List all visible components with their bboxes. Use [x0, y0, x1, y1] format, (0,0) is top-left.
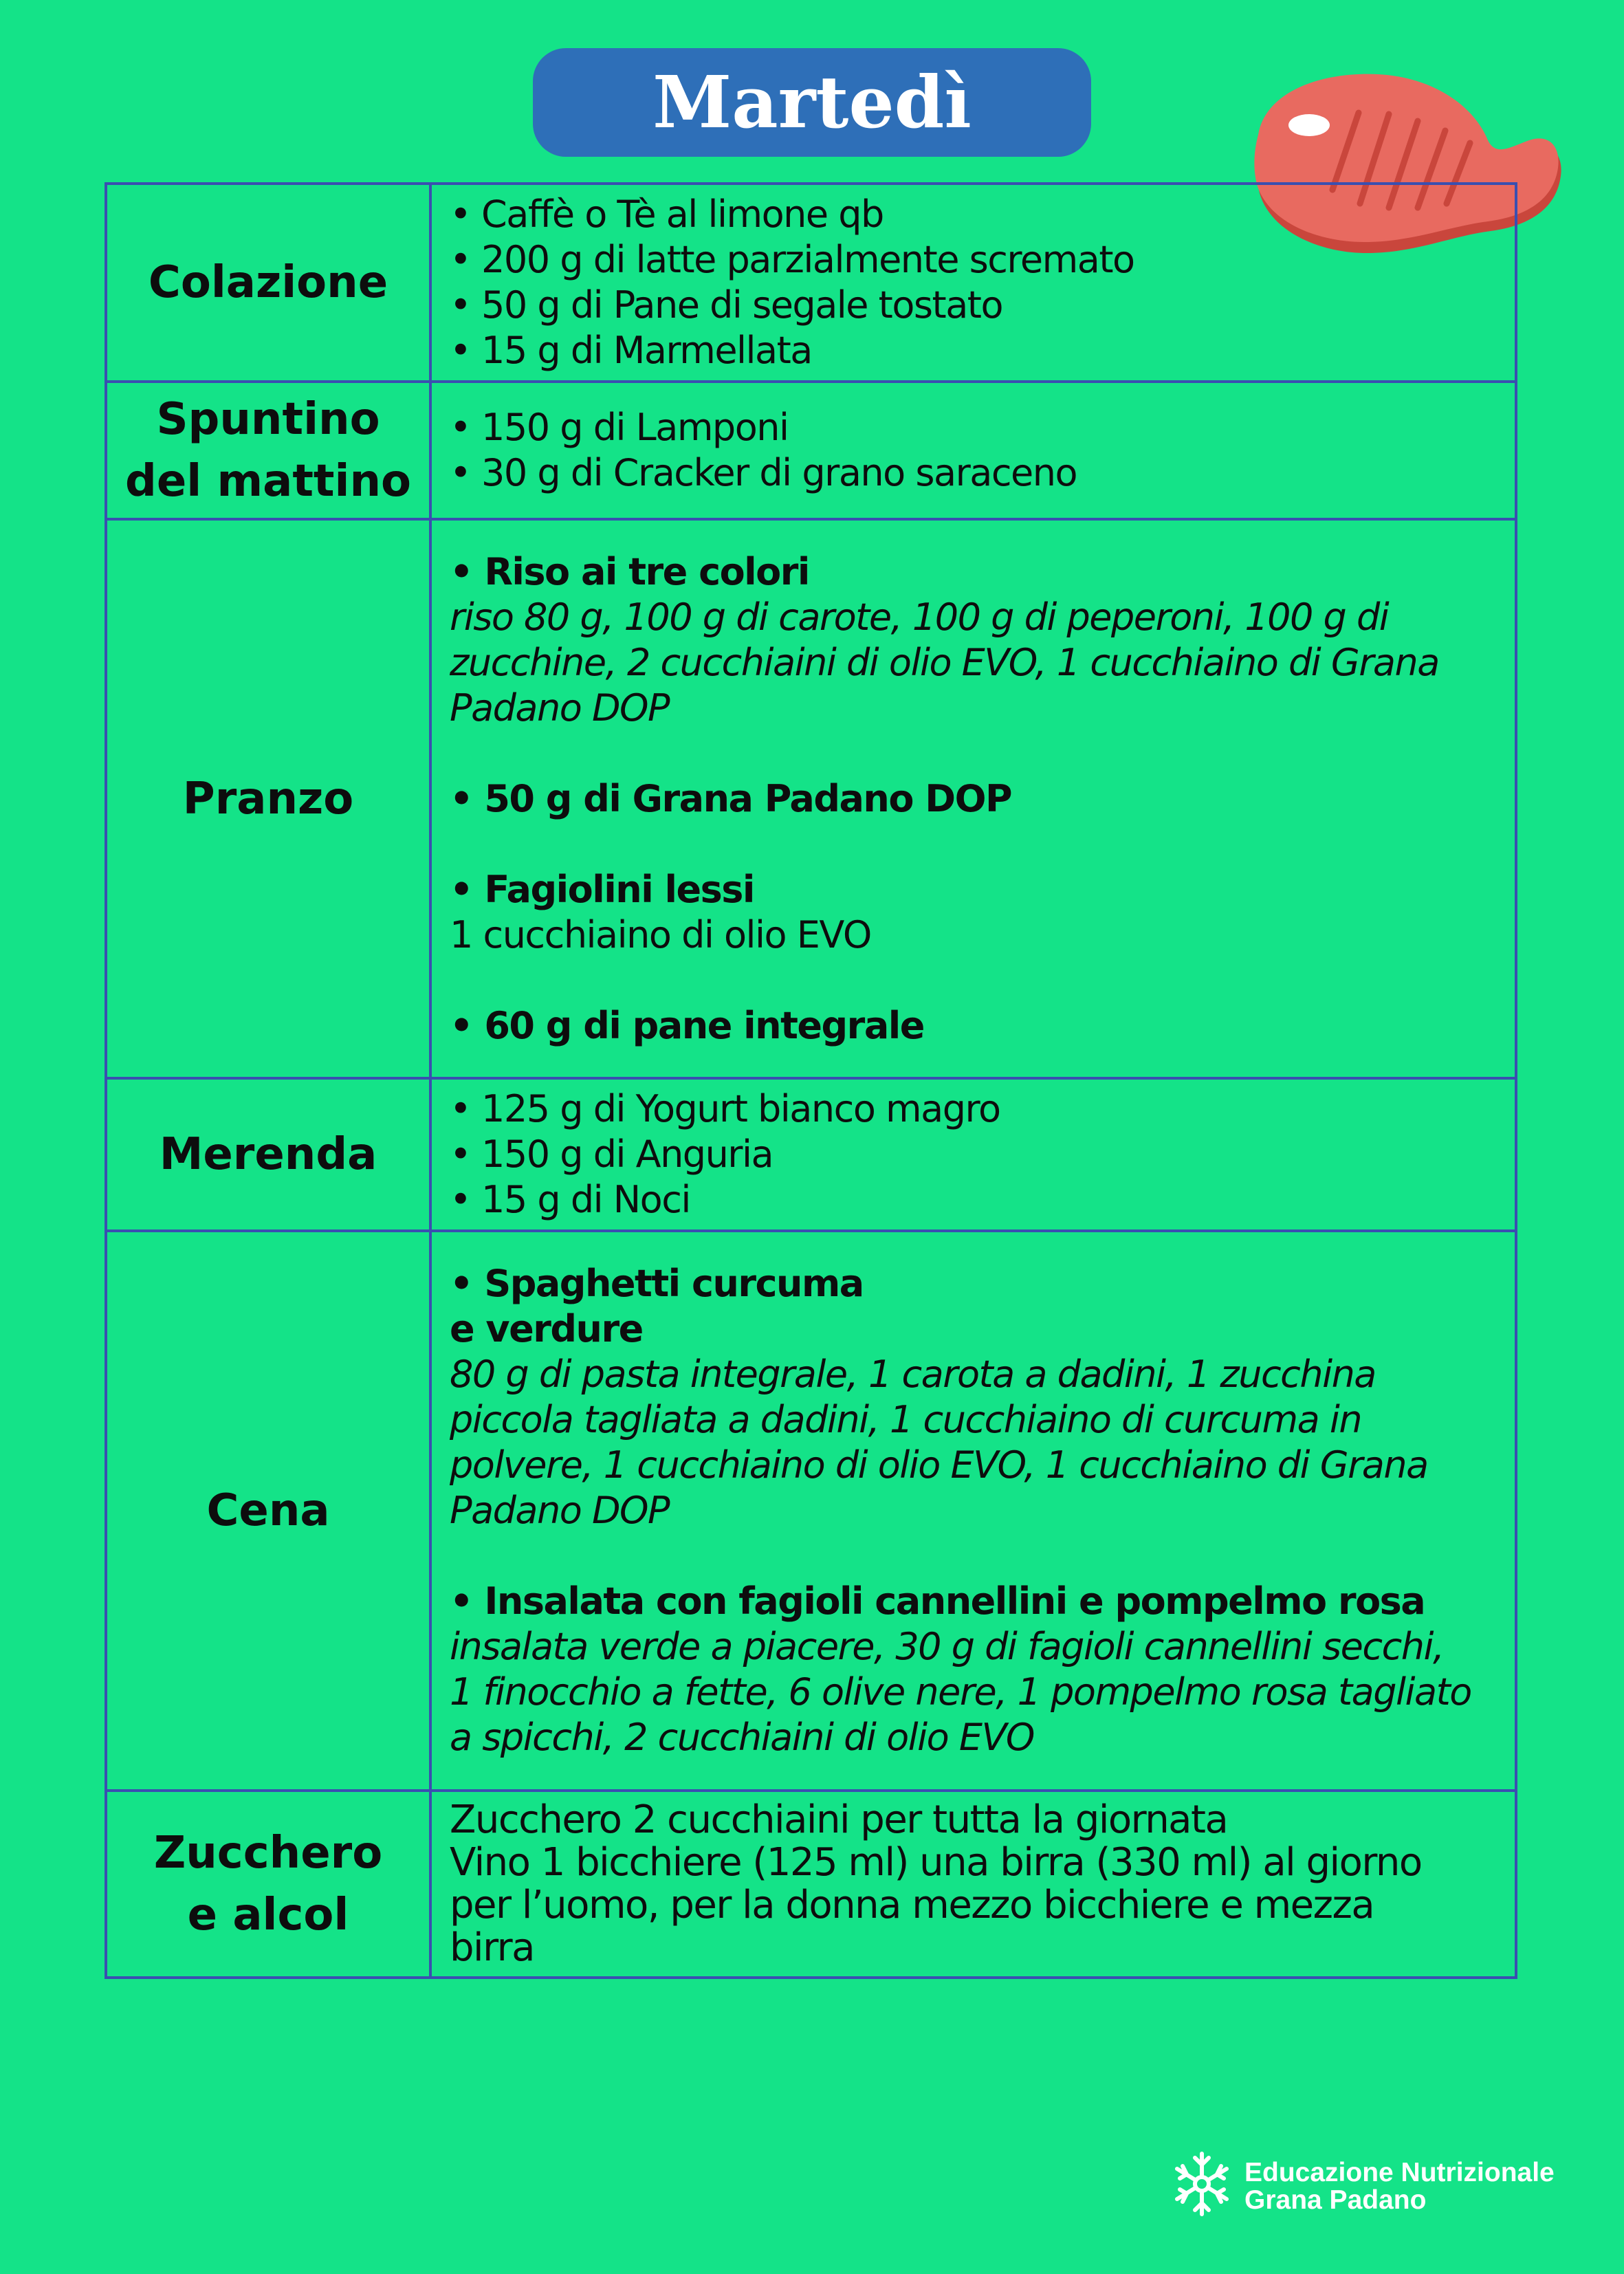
meal-items-merenda [430, 1078, 1516, 1231]
list-item: • 15 g di Marmellata [450, 329, 812, 372]
list-item: • 150 g di Anguria [450, 1133, 773, 1176]
note-line: Zucchero 2 cucchiaini per tutta la giornata [450, 1797, 1228, 1842]
list-item: • 15 g di Noci [450, 1178, 690, 1221]
meal-name-line: Pranzo [182, 773, 354, 824]
dish-description: 80 g di pasta integrale, 1 carota a dadini, 1 zucchina [450, 1353, 1376, 1396]
meal-name-line: Merenda [159, 1129, 377, 1180]
dish-description: zucchine, 2 cucchiaini di olio EVO, 1 cucchiaino di Grana [450, 640, 1439, 684]
meal-items-pranzo [430, 519, 1516, 1078]
brand-logo [1173, 2148, 1585, 2224]
meal-name-line: del mattino [125, 456, 411, 507]
dish-description: Padano DOP [450, 1489, 670, 1532]
dish-description: insalata verde a piacere, 30 g di fagioli cannellini secchi, [450, 1625, 1444, 1668]
dish-title: • 50 g di Grana Padano DOP [450, 776, 1012, 820]
logo-line1: Educazione Nutrizionale [1244, 2158, 1555, 2187]
meal-name-line: Cena [206, 1485, 330, 1536]
meal-name-merenda [106, 1078, 430, 1231]
meal-name-zucchero-alcol [106, 1791, 430, 1978]
meal-name-pranzo [106, 519, 430, 1078]
dish-title: e verdure [450, 1307, 643, 1351]
list-item: • 200 g di latte parzialmente scremato [450, 238, 1134, 281]
meal-items-cena [430, 1231, 1516, 1791]
dish-title: • Riso ai tre colori [450, 549, 809, 593]
logo-line2: Grana Padano [1244, 2185, 1427, 2215]
list-item: • 125 g di Yogurt bianco magro [450, 1087, 1000, 1130]
meal-name-line: e alcol [187, 1890, 349, 1940]
meal-row-merenda [106, 1078, 1516, 1231]
meal-row-zucchero-alcol [106, 1791, 1516, 1978]
note-line: Vino 1 bicchiere (125 ml) una birra (330 ml) al giorno [450, 1840, 1422, 1885]
logo-text [1244, 2159, 1555, 2214]
meal-items-colazione [430, 184, 1516, 382]
list-item: • Caffè o Tè al limone qb [450, 193, 884, 236]
dish-description: piccola tagliata a dadini, 1 cucchiaino di curcuma in [450, 1398, 1362, 1441]
dish-title: • 60 g di pane integrale [450, 1003, 924, 1047]
dish-description: riso 80 g, 100 g di carote, 100 g di peperoni, 100 g di [450, 595, 1389, 639]
meal-row-spuntino [106, 382, 1516, 519]
meal-text-zucchero-alcol [430, 1791, 1516, 1978]
snowflake-cheese-icon [1173, 2148, 1231, 2220]
meal-row-colazione [106, 184, 1516, 382]
dish-description: 1 finocchio a fette, 6 olive nere, 1 pompelmo rosa tagliato [450, 1670, 1471, 1714]
dish-description: 1 cucchiaino di olio EVO [450, 912, 871, 956]
dish-title: • Insalata con fagioli cannellini e pompelmo rosa [450, 1579, 1425, 1623]
dish-title: • Spaghetti curcuma [450, 1262, 864, 1305]
dish-description: a spicchi, 2 cucchiaini di olio EVO [450, 1716, 1034, 1759]
note-line: per l’uomo, per la donna mezzo bicchiere e mezza [450, 1883, 1374, 1927]
list-item: • 150 g di Lamponi [450, 406, 789, 449]
page-title: Martedì [533, 48, 1091, 157]
meal-name-spuntino [106, 382, 430, 519]
list-item: • 30 g di Cracker di grano saraceno [450, 451, 1077, 494]
meal-row-pranzo [106, 519, 1516, 1078]
meal-items-spuntino [430, 382, 1516, 519]
meal-row-cena [106, 1231, 1516, 1791]
meal-name-line: Zucchero [153, 1828, 383, 1879]
dish-description: polvere, 1 cucchiaino di olio EVO, 1 cucchiaino di Grana [450, 1443, 1428, 1487]
note-line: birra [450, 1925, 534, 1970]
meal-name-line: Spuntino [156, 394, 380, 445]
dish-title: • Fagiolini lessi [450, 867, 754, 911]
meal-plan-table [105, 182, 1517, 1979]
meal-name-line: Colazione [148, 257, 388, 308]
list-item: • 50 g di Pane di segale tostato [450, 283, 1003, 327]
dish-description: Padano DOP [450, 686, 670, 730]
meal-name-cena [106, 1231, 430, 1791]
meal-name-colazione [106, 184, 430, 382]
